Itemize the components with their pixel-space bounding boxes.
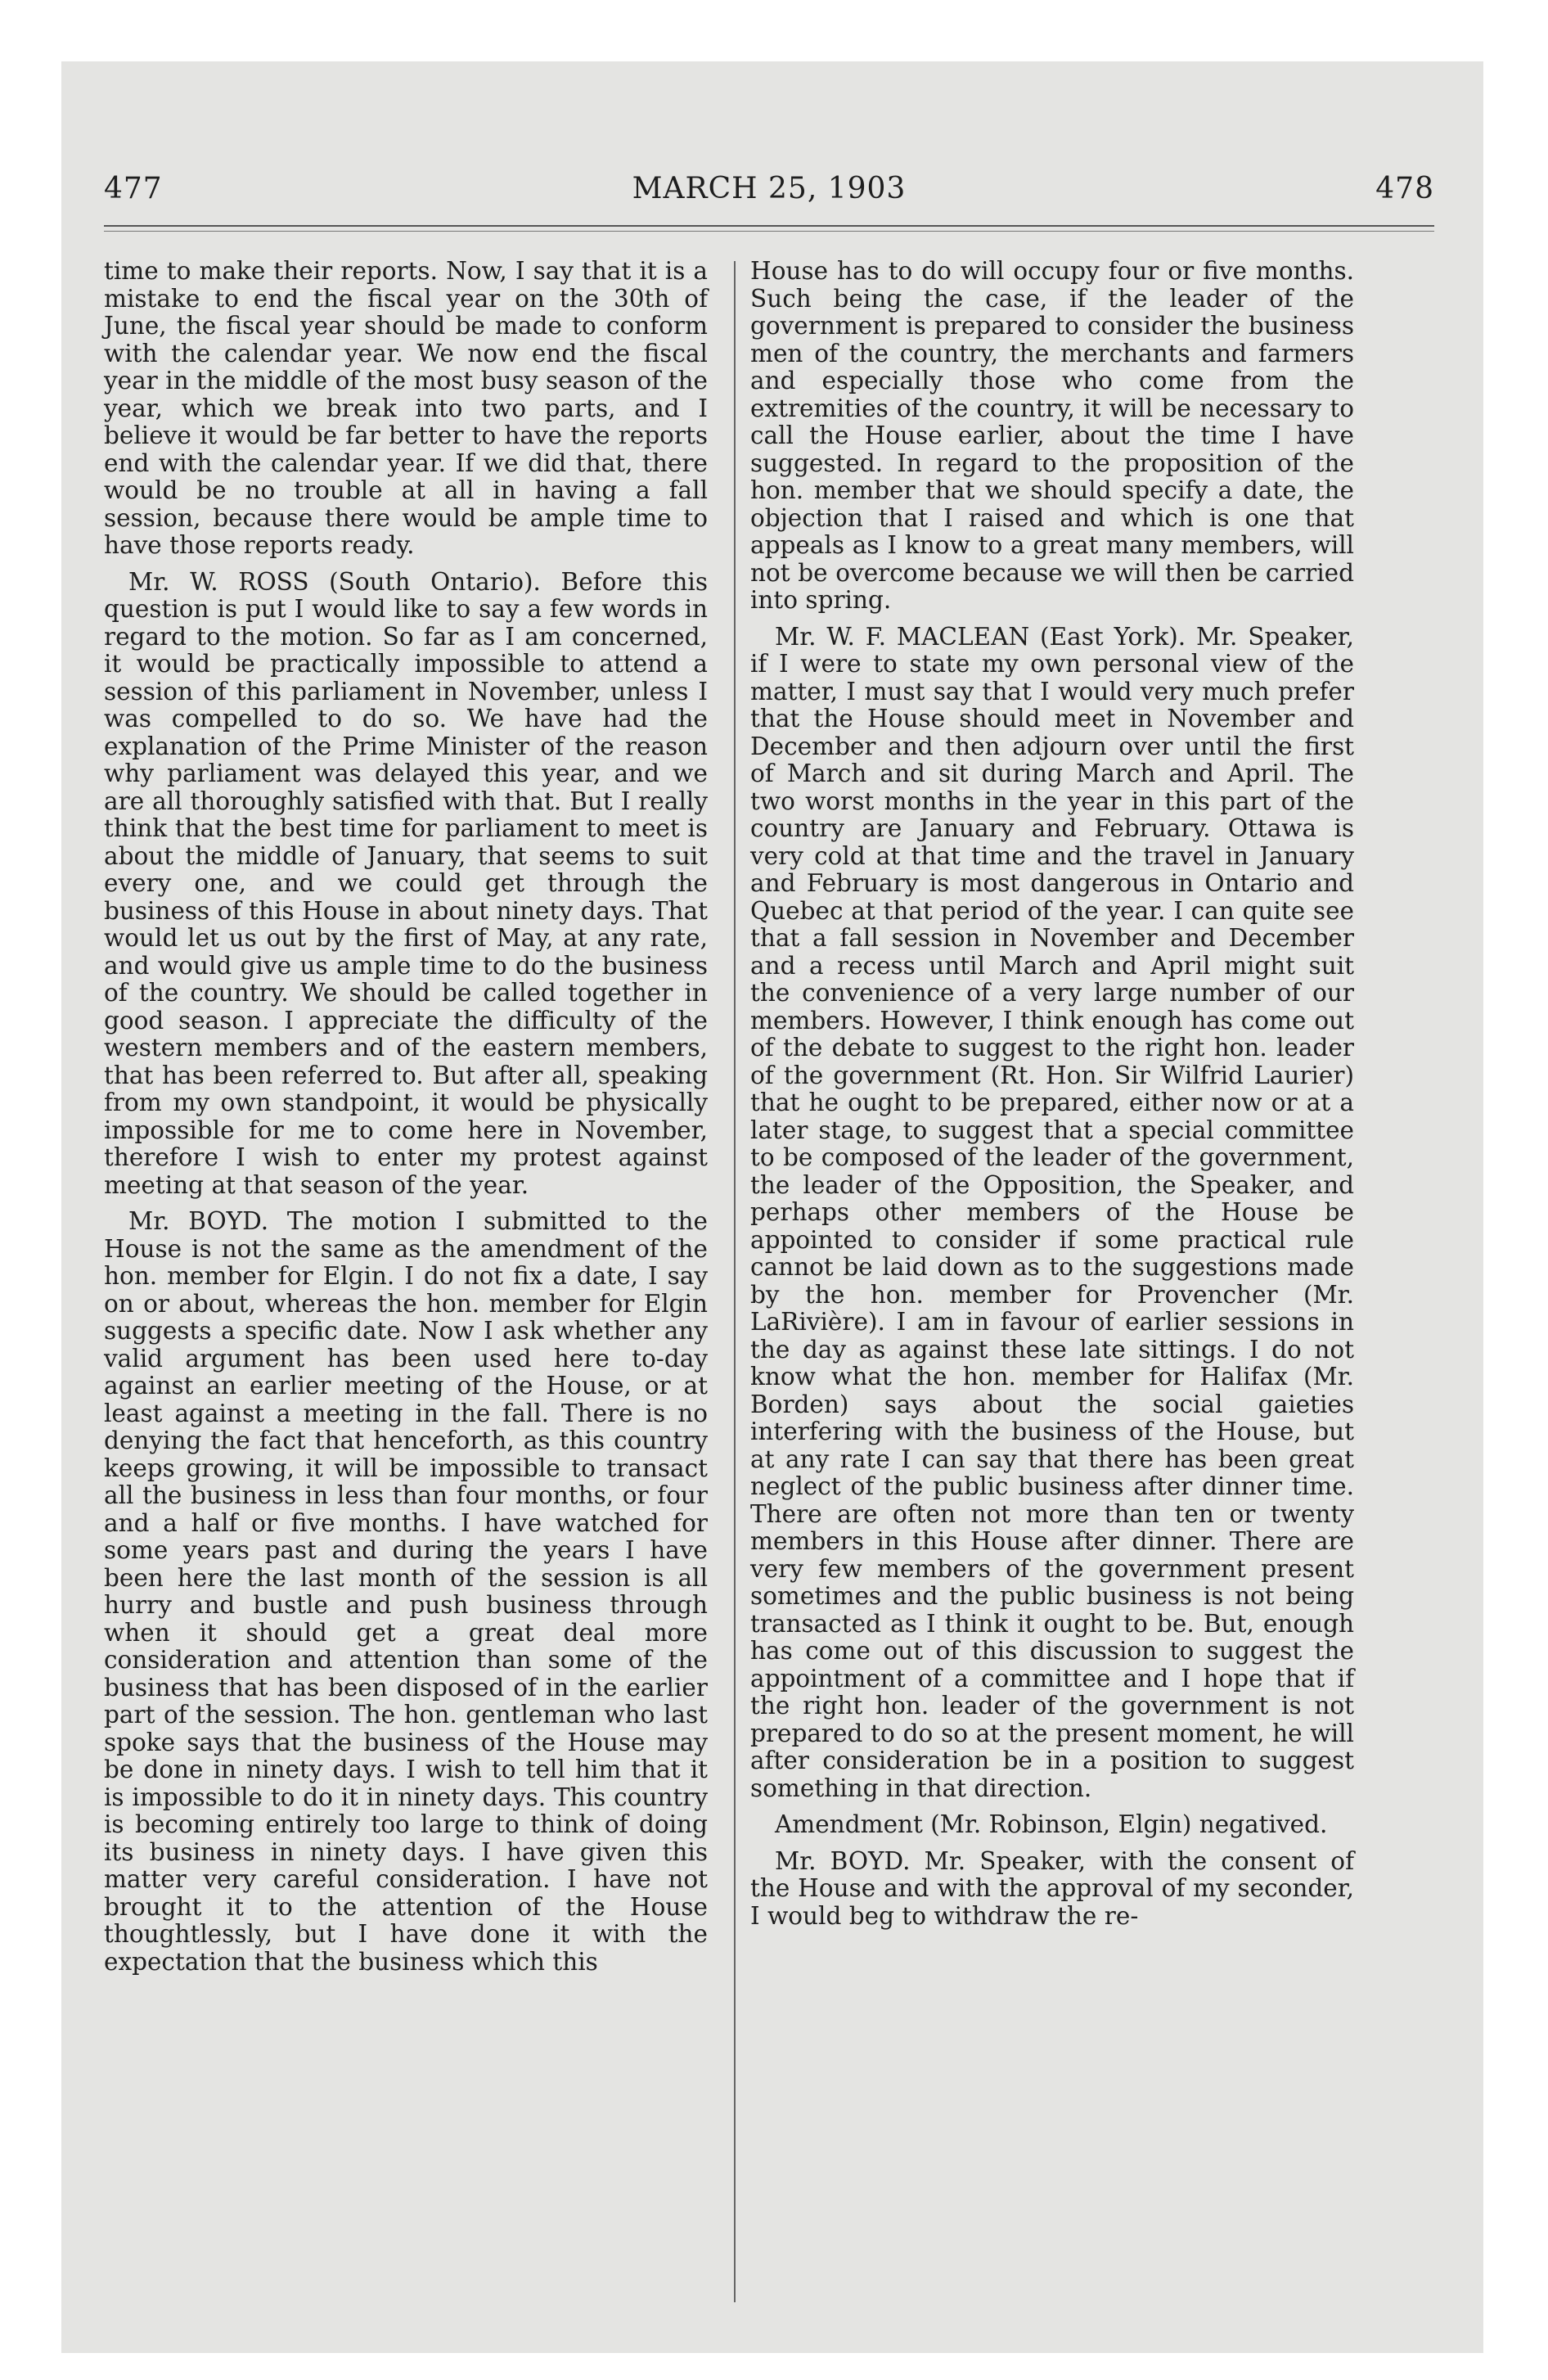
paragraph: Mr. W. ROSS (South Ontario). Before this question is put I would like to say a few words in regard to the motion. So far as I am concerned, it would be practically impossible to attend a session of this parliament in November, unless I was compelled to do so. We have had the explanation of the Prime Minister of the reason why parliament was delayed this year, and we are all thoroughly satisfied with that. But I really think that the best time for parliament to meet is about the middle of January, that seems to suit every one, and we could get through the business of this House in about ninety days. That would let us out by the first of May, at any rate, and would give us ample time to do the business of the country. We should be called together in good season. I appreciate the difficulty of the western members and of the eastern members, that has been referred to. But after all, speaking from my own standpoint, it would be physically impossible for me to come here in November, therefore I wish to enter my protest against meeting at that season of the year. [104,567,708,1199]
paragraph: time to make their reports. Now, I say that it is a mistake to end the fiscal year on the 30th of June, the fiscal year should be made to conform with the calendar year. We now end the fiscal year in the middle of the most busy season of the year, which we break into two parts, and I believe it would be far better to have the reports end with the calendar year. If we did that, there would be no trouble at all in having a fall session, because there would be ample time to have those reports ready. [104,257,708,559]
page-number-left: 477 [104,172,163,205]
left-column [104,258,708,1985]
page-number-right: 478 [1375,172,1434,205]
right-column [750,258,1354,1939]
scanned-page [61,61,1483,2353]
header-date: MARCH 25, 1903 [632,172,907,205]
page-header [104,172,1434,213]
paragraph: House has to do will occupy four or five months. Such being the case, if the leader of the government is prepared to consider the business men of the country, the merchants and farmers and especially those who come from the extremities of the country, it will be necessary to call the House earlier, about the time I have suggested. In regard to the proposition of the hon. member that we should specify a date, the objection that I raised and which is one that appeals as I know to a great many members, will not be overcome because we will then be carried into spring. [750,257,1354,614]
paragraph: Mr. BOYD. The motion I submitted to the House is not the same as the amendment of the hon. member for Elgin. I do not fix a date, I say on or about, whereas the hon. member for Elgin suggests a specific date. Now I ask whether any valid argument has been used here to-day against an earlier meeting of the House, or at least against a meeting in the fall. There is no denying the fact that henceforth, as this country keeps growing, it will be impossible to transact all the business in less than four months, or four and a half or five months. I have watched for some years past and during the years I have been here the last month of the session is all hurry and bustle and push business through when it should get a great deal more consideration and attention than some of the business that has been disposed of in the earlier part of the session. The hon. gentleman who last spoke says that the business of the House may be done in ninety days. I wish to tell him that it is impossible to do it in ninety days. This country is becoming entirely too large to think of doing its business in ninety days. I have given this matter very careful consideration. I have not brought it to the attention of the House thoughtlessly, but I have done it with the expectation that the business which this [104,1207,708,1976]
paragraph: Mr. W. F. MACLEAN (East York). Mr. Speaker, if I were to state my own personal view of the matter, I must say that I would very much prefer that the House should meet in November and December and then adjourn over until the first of March and sit during March and April. The two worst months in the year in this part of the country are January and February. Ottawa is very cold at that time and the travel in January and February is most dangerous in Ontario and Quebec at that period of the year. I can quite see that a fall session in November and December and a recess until March and April might suit the convenience of a very large number of our members. However, I think enough has come out of the debate to suggest to the right hon. leader of the government (Rt. Hon. Sir Wilfrid Laurier) that he ought to be prepared, either now or at a later stage, to suggest that a special committee to be composed of the leader of the government, the leader of the Opposition, the Speaker, and perhaps other members of the House be appointed to consider if some practical rule cannot be laid down as to the suggestions made by the hon. member for Provencher (Mr. LaRivière). I am in favour of earlier sessions in the day as against these late sittings. I do not know what the hon. member for Halifax (Mr. Borden) says about the social gaieties interfering with the business of the House, but at any rate I can say that there has been great neglect of the public business after dinner time. There are often not more than ten or twenty members in this House after dinner. There are very few members of the government present sometimes and the public business is not being transacted as I think it ought to be. But, enough has come out of this discussion to suggest the appointment of a committee and I hope that if the right hon. leader of the government is not prepared to do so at the present moment, he will after consideration be in a position to suggest something in that direction. [750,622,1354,1802]
paragraph: Amendment (Mr. Robinson, Elgin) negatived. [775,1810,1328,1838]
paragraph: Mr. BOYD. Mr. Speaker, with the consent of the House and with the approval of my seconder, I would beg to withdraw the re- [750,1846,1354,1930]
header-rule [104,225,1434,232]
column-divider [734,261,736,2302]
